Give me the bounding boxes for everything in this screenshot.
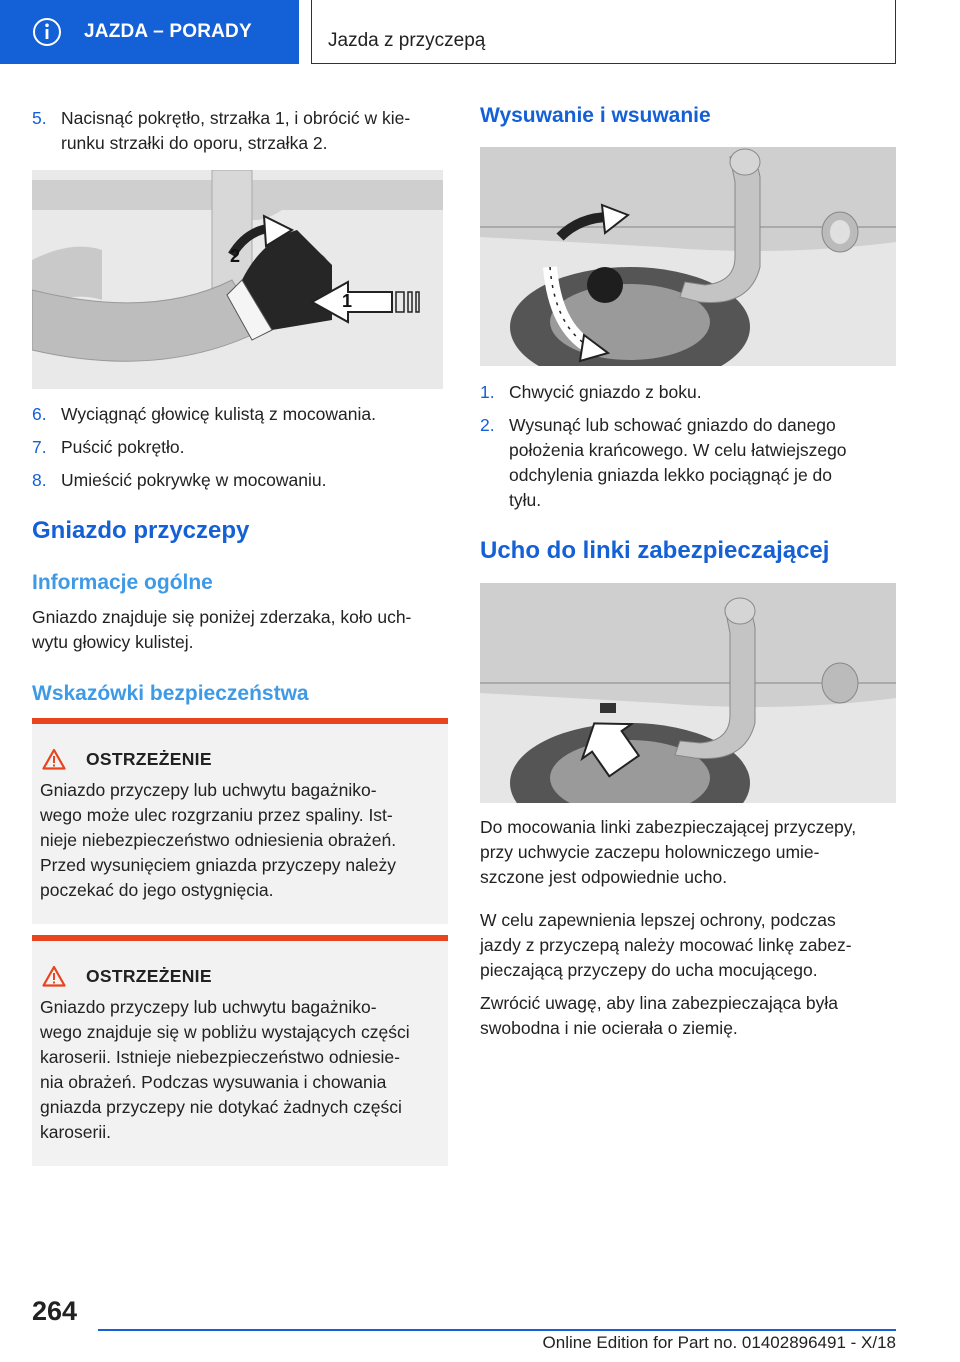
warning-triangle-icon: [42, 965, 66, 987]
warning-header: OSTRZEŻENIE: [42, 965, 212, 987]
step-text: Nacisnąć pokrętło, strzałka 1, i obrócić w kie‐ runku strzałki do oporu, strzałka 2.: [61, 108, 411, 153]
warning-box-1: [32, 718, 448, 924]
eye-paragraph-2: W celu zapewnienia lepszej ochrony, podczas jazdy z przyczepą należy mocować linkę zabez‐ pieczającą przyczepy do ucha mocującego.: [480, 910, 852, 980]
page-number: 264: [32, 1296, 78, 1326]
page-title: Jazda z przyczepą: [328, 30, 486, 51]
illustration-safety-eye: [480, 583, 896, 803]
step-6: 6. Wyciągnąć głowicę kulistą z mocowania.: [32, 404, 376, 424]
warning-text: Gniazdo przyczepy lub uchwytu bagażniko‐ wego może ulec rozgrzaniu przez spaliny. Ist‐ nieje niebezpieczeństwo odniesienia obrażeń. Przed wysunięciem gniazda przyczepy należy poczekać do jego ostygnięcia.: [40, 780, 397, 900]
step-number: 5.: [32, 108, 47, 128]
illustration-knob-turn: [32, 170, 443, 389]
page-title-box: [311, 0, 896, 64]
warning-box-2: [32, 935, 448, 1166]
heading-general: Informacje ogólne: [32, 571, 213, 594]
step-5: [32, 106, 448, 156]
heading-socket: Gniazdo przyczepy: [32, 517, 250, 544]
label-1: 1: [342, 291, 353, 311]
warning-header: OSTRZEŻENIE: [42, 748, 212, 770]
info-icon: [32, 17, 62, 47]
step-7: 7. Puścić pokrętło.: [32, 437, 185, 457]
section-label: JAZDA – PORADY: [84, 21, 252, 42]
eye-paragraph-1: Do mocowania linki zabezpieczającej przyczepy, przy uchwycie zaczepu holowniczego umie‐ szczone jest odpowiednie ucho.: [480, 817, 857, 887]
step-2: 2. Wysunąć lub schować gniazdo do danego położenia krańcowego. W celu łatwiejszego odchylenia gniazda lekko pociągnąć je do tyłu.: [480, 415, 847, 510]
general-text: Gniazdo znajduje się poniżej zderzaka, koło uch‐ wytu głowicy kulistej.: [32, 607, 412, 652]
illustration-socket-swing: [480, 147, 896, 366]
step-8: 8. Umieścić pokrywkę w mocowaniu.: [32, 470, 327, 490]
heading-eye: Ucho do linki zabezpieczającej: [480, 537, 830, 564]
step-1: 1. Chwycić gniazdo z boku.: [480, 382, 702, 402]
edition-text: Online Edition for Part no. 01402896491 - X/18: [542, 1333, 896, 1352]
warning-text: Gniazdo przyczepy lub uchwytu bagażniko‐ wego znajduje się w pobliżu wystających części karoserii. Istnieje niebezpieczeństwo odniesie‐ nia obrażeń. Podczas wysuwania i chowania gniazda przyczepy nie dotykać żadnych części karoserii.: [40, 997, 410, 1142]
warning-triangle-icon: [42, 748, 66, 770]
heading-extend: Wysuwanie i wsuwanie: [480, 104, 711, 127]
section-tab[interactable]: [0, 0, 299, 64]
heading-safety: Wskazówki bezpieczeństwa: [32, 682, 309, 705]
footer-rule: [98, 1329, 896, 1331]
label-2: 2: [230, 246, 241, 266]
eye-paragraph-3: Zwrócić uwagę, aby lina zabezpieczająca była swobodna i nie ocierała o ziemię.: [480, 993, 838, 1038]
